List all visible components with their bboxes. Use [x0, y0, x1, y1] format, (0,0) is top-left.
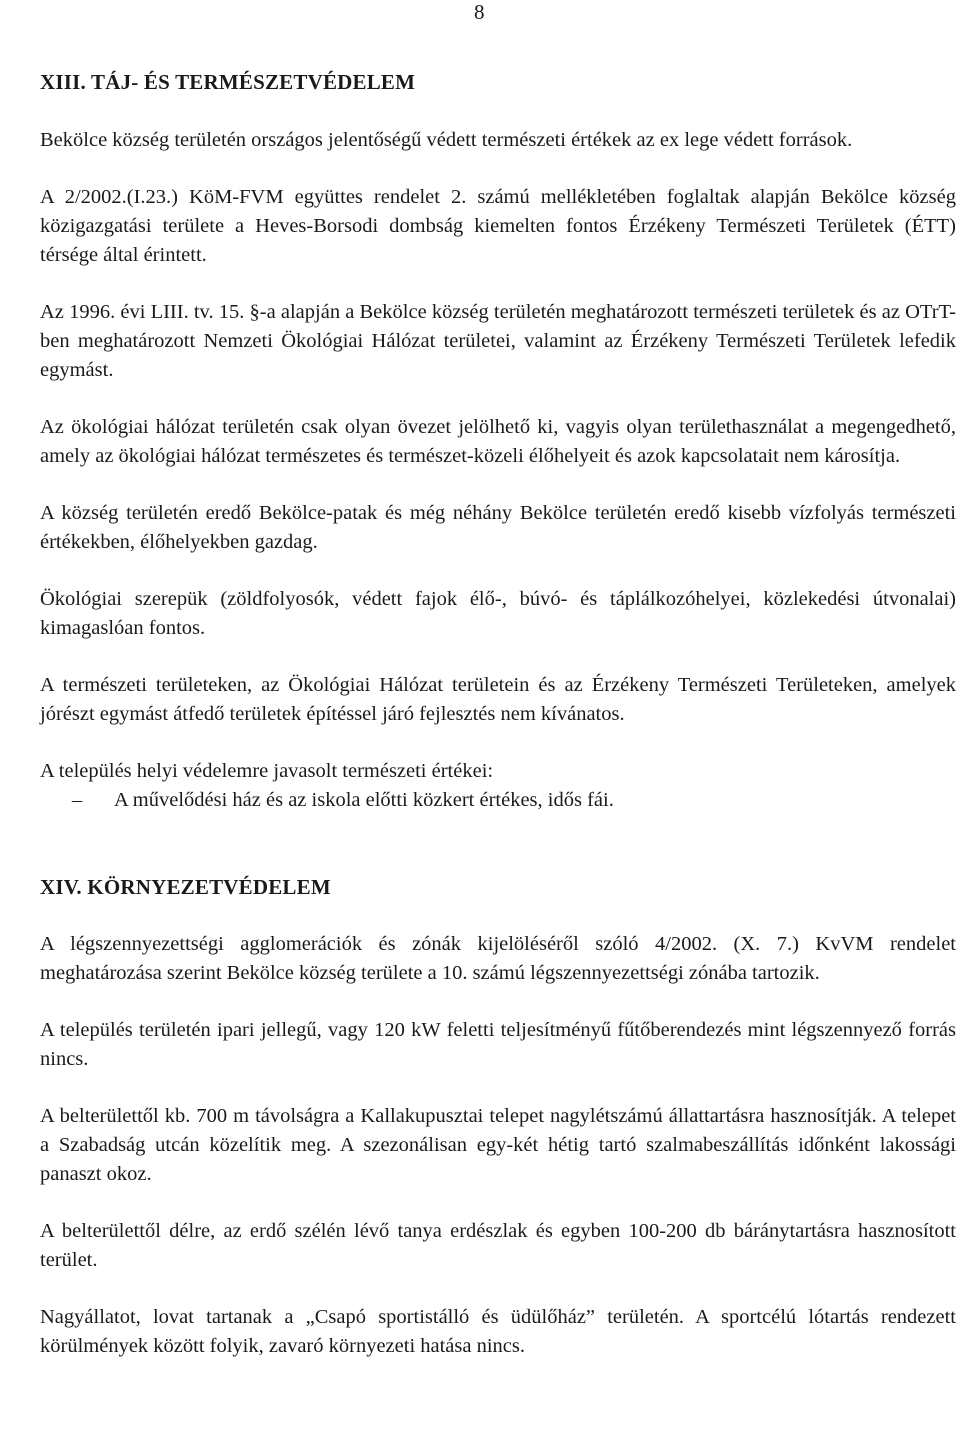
paragraph-bekolce-patak: A község területén eredő Bekölce-patak és még néhány Bekölce területén eredő kisebb vízfolyás természeti értékekben, élőhelyekben gazdag.: [40, 502, 956, 553]
paragraph-nagyallat: Nagyállatot, lovat tartanak a „Csapó sportistálló és üdülőház” területén. A sportcélú lótartás rendezett körülmények között folyik, zavaró környezeti hatása nincs.: [40, 1306, 956, 1357]
list-item: [40, 786, 956, 815]
section-heading-taj-termeszetvedelem: XIII. TÁJ- ÉS TERMÉSZETVÉDELEM: [40, 70, 416, 94]
paragraph-tanya-erdeszlak: A belterülettől délre, az erdő szélén lévő tanya erdészlak és egyben 100-200 db báránytartásra hasznosított terület.: [40, 1220, 956, 1271]
paragraph-termeszeti-teruletek: A természeti területeken, az Ökológiai Hálózat területein és az Érzékeny Természeti Területeken, amelyek jórészt egymást átfedő területek építéssel járó fejlesztés nem kívánatos.: [40, 674, 956, 725]
paragraph-okologiai-szerep: Ökológiai szerepük (zöldfolyosók, védett fajok élő-, búvó- és táplálkozóhelyei, közlekedési útvonalai) kimagaslóan fontos.: [40, 588, 956, 639]
paragraph-legszennyezettseg: A légszennyezettségi agglomerációk és zónák kijelöléséről szóló 4/2002. (X. 7.) KvVM rendelet meghatározása szerint Bekölce község területe a 10. számú légszennyezettségi zónába tartozik.: [40, 933, 956, 984]
dash-bullet: –: [71, 789, 83, 811]
list-item-text: A művelődési ház és az iskola előtti közkert értékes, idős fái.: [114, 789, 614, 811]
paragraph-vedett-forrasok: Bekölce község területén országos jelentőségű védett természeti értékek az ex lege védett források.: [40, 129, 853, 151]
paragraph-helyi-vedelem: A település helyi védelemre javasolt természeti értékei:: [40, 760, 494, 782]
paragraph-1996-tv: Az 1996. évi LIII. tv. 15. §-a alapján a Bekölce község területén meghatározott természeti területek és az OTrT-ben meghatározott Nemzeti Ökológiai Hálózat területei, valamint az Érzékeny Természeti Területek lefedik egymást.: [40, 301, 956, 381]
paragraph-futoberendezes: A település területén ipari jellegű, vagy 120 kW feletti teljesítményű fűtőberendezés mint légszennyező forrás nincs.: [40, 1019, 956, 1070]
paragraph-okologiai-halozat: Az ökológiai hálózat területén csak olyan övezet jelölhető ki, vagyis olyan területhasználat a megengedhető, amely az ökológiai hálózat természetes és természet-közeli élőhelyeit és azok kapcsolatait nem károsítja.: [40, 416, 956, 467]
paragraph-kallakupusztai-telep: A belterülettől kb. 700 m távolságra a Kallakupusztai telepet nagylétszámú állattartásra hasznosítják. A telepet a Szabadság utcán közelítik meg. A szezonálisan egy-két hétig tartó szalmabeszállítás időnként lakossági panaszt okoz.: [40, 1105, 956, 1185]
document-body: [40, 64, 956, 1361]
page-number: 8: [474, 0, 485, 24]
section-heading-kornyezetvedelem: XIV. KÖRNYEZETVÉDELEM: [40, 875, 331, 899]
paragraph-kom-fvm-rendelet: A 2/2002.(I.23.) KöM-FVM együttes rendelet 2. számú mellékletében foglaltak alapján Bekölce község közigazgatási területe a Heves-Borsodi dombság kiemelten fontos Érzékeny Természeti Területek (ÉTT) térsége által érintett.: [40, 186, 956, 266]
